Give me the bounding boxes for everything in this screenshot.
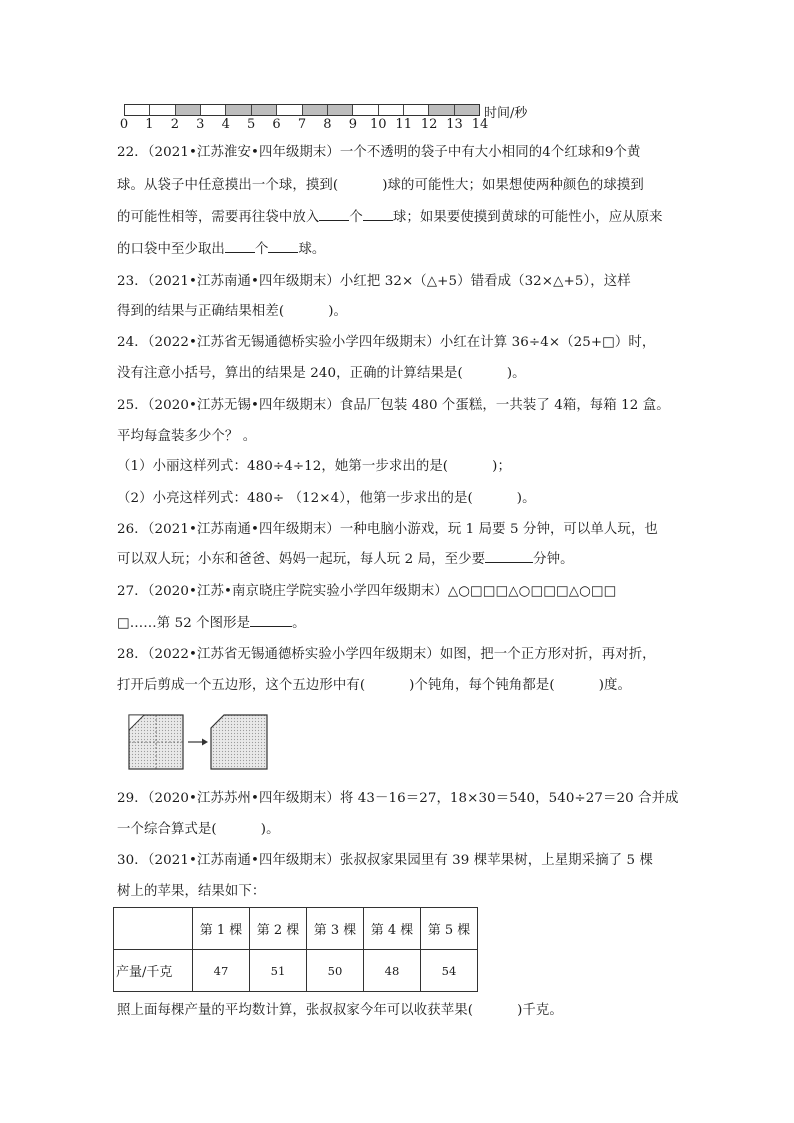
timeline-bar <box>124 104 480 116</box>
q22-line3: 的可能性相等，需要再往袋中放入 个 球；如果要使摸到黄球的可能性小，应从原来 <box>117 210 663 225</box>
q23-line2: 得到的结果与正确结果相差( )。 <box>117 304 348 319</box>
timeline-segment <box>303 105 328 115</box>
table-row-label: 产量/千克 <box>114 950 193 992</box>
timeline-tick-label: 3 <box>196 117 205 132</box>
q25-line3: （1）小丽这样列式：480÷4÷12，她第一步求出的是( )； <box>117 459 511 474</box>
q22-line2: 球。从袋子中任意摸出一个球，摸到( )球的可能性大；如果想使两种颜色的球摸到 <box>117 178 644 193</box>
timeline-segment <box>226 105 251 115</box>
timeline-segment <box>201 105 226 115</box>
table-cell: 51 <box>250 950 307 992</box>
table-cell: 54 <box>421 950 478 992</box>
timeline-tick-label: 14 <box>471 117 489 132</box>
answer-blank[interactable] <box>319 208 349 221</box>
timeline-tick-label: 9 <box>348 117 357 132</box>
q22-line4: 的口袋中至少取出 个 球。 <box>117 242 326 257</box>
table-column-header: 第 5 棵 <box>421 908 478 950</box>
q29-line2: 一个综合算式是( )。 <box>117 822 280 837</box>
table-cell: 50 <box>307 950 364 992</box>
table-corner-cell <box>114 908 193 950</box>
table-column-header: 第 3 棵 <box>307 908 364 950</box>
q28-line2: 打开后剪成一个五边形，这个五边形中有( )个钝角，每个钝角都是( )度。 <box>117 678 632 693</box>
timeline-tick-label: 12 <box>420 117 438 132</box>
q25-line2: 平均每盒装多少个？ 。 <box>117 429 257 444</box>
timeline-segment <box>429 105 454 115</box>
timeline-segment <box>150 105 175 115</box>
q25-line1: 25．（2020•江苏无锡•四年级期末）食品厂包装 480 个蛋糕，一共装了 4箱，每箱 12 盒。 <box>117 398 670 413</box>
table-cell: 48 <box>364 950 421 992</box>
q26-line1: 26．（2021•江苏南通•四年级期末）一种电脑小游戏，玩 1 局要 5 分钟，可以单人玩，也 <box>117 522 658 537</box>
timeline-segment <box>404 105 429 115</box>
timeline-tick-label: 10 <box>370 117 387 132</box>
q30-line2: 树上的苹果，结果如下： <box>117 884 266 899</box>
q22-line1: 22．（2021•江苏淮安•四年级期末）一个不透明的袋子中有大小相同的4个红球和9个黄 <box>117 145 641 160</box>
timeline-segment <box>176 105 201 115</box>
q24-line1: 24．（2022•江苏省无锡通德桥实验小学四年级期末）小红在计算 36÷4×（25+□）时， <box>117 335 656 350</box>
folding-square-figure <box>128 714 268 770</box>
q26-line2: 可以双人玩；小东和爸爸、妈妈一起玩，每人玩 2 局，至少要 分钟。 <box>117 552 574 567</box>
timeline-tick-label: 11 <box>395 117 412 132</box>
q29-line1: 29．（2020•江苏苏州•四年级期末）将 43－16＝27，18×30＝540，540÷27＝20 合并成 <box>117 791 679 806</box>
table-column-header: 第 2 棵 <box>250 908 307 950</box>
answer-blank[interactable] <box>225 240 255 253</box>
q24-line2: 没有注意小括号，算出的结果是 240，正确的计算结果是( )。 <box>117 366 526 381</box>
q25-line4: （2）小亮这样列式：480÷ （12×4），他第一步求出的是( )。 <box>117 491 536 506</box>
folded-square <box>129 715 183 769</box>
q27-line2: □……第 52 个图形是 。 <box>117 616 306 631</box>
table-cell: 47 <box>193 950 250 992</box>
answer-blank[interactable] <box>268 240 298 253</box>
pentagon-shape <box>211 715 267 769</box>
timeline-tick-label: 13 <box>446 117 463 132</box>
timeline-segment <box>328 105 353 115</box>
timeline-segment <box>252 105 277 115</box>
answer-blank[interactable] <box>363 208 393 221</box>
timeline-segment <box>277 105 302 115</box>
timeline-tick-label: 8 <box>323 117 332 132</box>
table-column-header: 第 4 棵 <box>364 908 421 950</box>
table-header-row <box>114 908 478 950</box>
arrow-right-icon <box>188 739 208 746</box>
timeline-tick-label: 6 <box>272 117 281 132</box>
timeline-segment <box>455 105 479 115</box>
q30-line1: 30．（2021•江苏南通•四年级期末）张叔叔家果园里有 39 棵苹果树，上星期采摘了 5 棵 <box>117 853 653 868</box>
q27-line1: 27．（2020•江苏•南京晓庄学院实验小学四年级期末）△○□□□△○□□□△○□□ <box>117 584 617 599</box>
timeline-tick-label: 4 <box>221 117 230 132</box>
q30-line3: 照上面每棵产量的平均数计算，张叔叔家今年可以收获苹果( )千克。 <box>117 1003 563 1018</box>
timeline-segment <box>379 105 404 115</box>
table-row <box>114 950 478 992</box>
timeline-segment <box>353 105 378 115</box>
table-column-header: 第 1 棵 <box>193 908 250 950</box>
timeline-segment <box>125 105 150 115</box>
timeline-tick-label: 1 <box>145 117 154 132</box>
timeline-tick-label: 5 <box>247 117 256 132</box>
apple-yield-table <box>113 907 478 992</box>
answer-blank[interactable] <box>250 614 292 627</box>
q23-line1: 23．（2021•江苏南通•四年级期末）小红把 32×（△+5）错看成（32×△+5），这样 <box>117 274 631 289</box>
answer-blank[interactable] <box>485 550 533 563</box>
timeline-axis-label: 时间/秒 <box>484 106 528 121</box>
timeline-tick-label: 2 <box>170 117 179 132</box>
timeline-tick-label: 0 <box>119 117 129 132</box>
q28-line1: 28．（2022•江苏省无锡通德桥实验小学四年级期末）如图，把一个正方形对折，再对折， <box>117 647 656 662</box>
timeline-tick-label: 7 <box>297 117 307 132</box>
